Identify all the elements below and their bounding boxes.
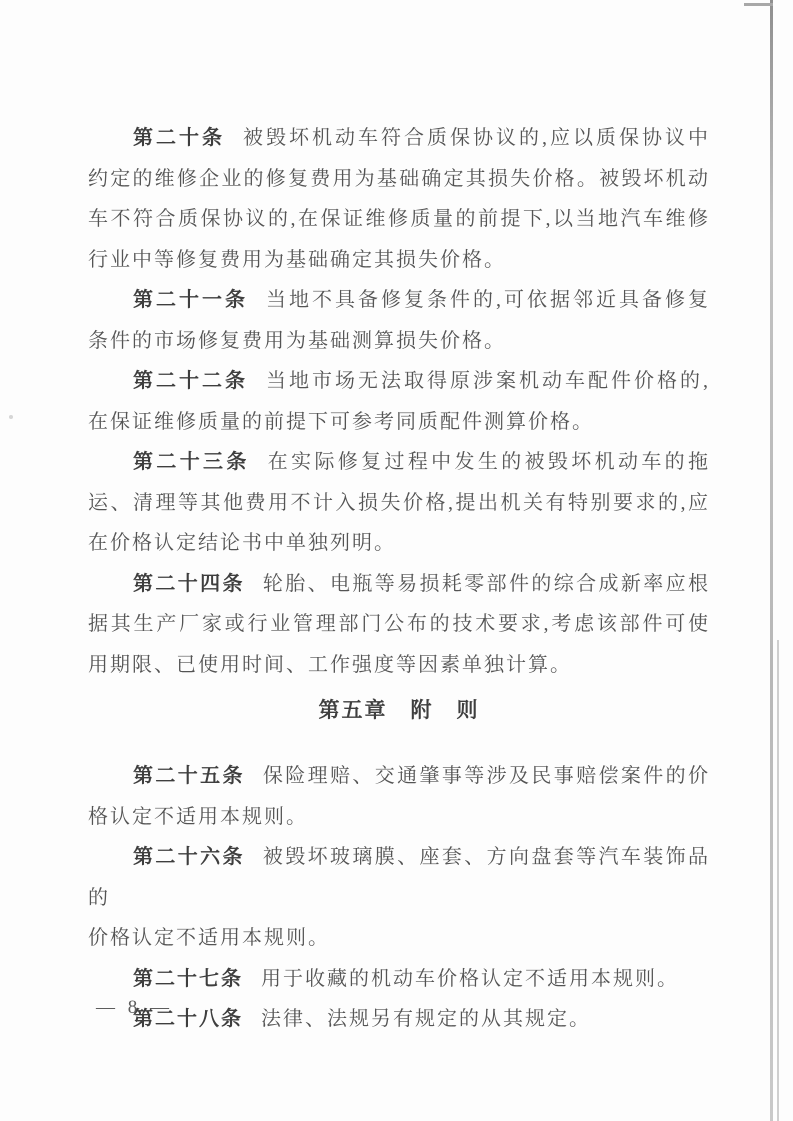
article-line: [88, 361, 710, 402]
article-line: [88, 756, 710, 797]
article-term: 第二十三条: [133, 451, 250, 473]
article-text: 当地市场无法取得原涉案机动车配件价格的,: [266, 370, 710, 392]
article-line: [88, 999, 710, 1040]
article-text: 被毁坏玻璃膜、座套、方向盘套等汽车装饰品的: [88, 846, 710, 909]
scan-edge-tick: [744, 3, 773, 6]
article-text: 被毁坏机动车符合质保协议的,应以质保协议中: [243, 127, 710, 149]
article-line: 用期限、已使用时间、工作强度等因素单独计算。: [88, 653, 572, 676]
document-content: [88, 118, 710, 1040]
scan-edge-line: [770, 0, 773, 1121]
article-term: 第二十六条: [133, 846, 245, 868]
article-22: [88, 361, 710, 442]
article-line: [88, 959, 710, 1000]
article-27: [88, 959, 710, 1000]
article-text: 保险理赔、交通肇事等涉及民事赔偿案件的价: [262, 765, 710, 787]
article-line: 据其生产厂家或行业管理部门公布的技术要求,考虑该部件可使: [88, 613, 710, 635]
article-text: 在实际修复过程中发生的被毁坏机动车的拖: [267, 451, 711, 473]
article-text: 轮胎、电瓶等易损耗零部件的综合成新率应根: [262, 572, 710, 595]
article-line: 约定的维修企业的修复费用为基础确定其损失价格。被毁坏机动: [88, 167, 710, 190]
article-text: 用于收藏的机动车价格认定不适用本规则。: [261, 967, 679, 990]
article-line: [88, 280, 710, 321]
article-term: 第二十四条: [133, 572, 245, 595]
article-line: [88, 837, 710, 918]
article-term: 第二十七条: [133, 967, 243, 990]
chapter-heading: 第五章 附 则: [318, 699, 480, 722]
article-line: 在价格认定结论书中单独列明。: [88, 532, 396, 554]
article-21: [88, 280, 710, 361]
article-term: 第二十一条: [133, 289, 248, 311]
article-line: 运、清理等其他费用不计入损失价格,提出机关有特别要求的,应: [88, 491, 710, 514]
article-text: 当地不具备修复条件的,可依据邻近具备修复: [266, 289, 710, 311]
article-line: 价格认定不适用本规则。: [88, 927, 330, 949]
scan-speck: [9, 415, 13, 419]
article-line: [88, 118, 710, 159]
article-24: [88, 564, 710, 686]
article-line: 在保证维修质量的前提下可参考同质配件测算价格。: [88, 410, 594, 433]
scan-edge-line-secondary: [777, 640, 779, 1121]
article-term: 第二十八条: [133, 1008, 243, 1030]
article-26: [88, 837, 710, 959]
article-25: [88, 756, 710, 837]
article-20: [88, 118, 710, 280]
article-line: 车不符合质保协议的,在保证维修质量的前提下,以当地汽车维修: [88, 208, 710, 230]
page-number: — 8 —: [96, 997, 173, 1018]
article-line: [88, 564, 710, 605]
article-line: 格认定不适用本规则。: [88, 805, 308, 828]
article-28: [88, 999, 710, 1040]
article-line: 行业中等修复费用为基础确定其损失价格。: [88, 248, 506, 271]
article-23: [88, 442, 710, 564]
article-term: 第二十二条: [133, 370, 248, 392]
article-text: 法律、法规另有规定的从其规定。: [261, 1008, 591, 1030]
article-line: [88, 442, 710, 483]
article-term: 第二十五条: [133, 765, 245, 787]
article-term: 第二十条: [133, 127, 225, 149]
article-line: 条件的市场修复费用为基础测算损失价格。: [88, 329, 506, 352]
